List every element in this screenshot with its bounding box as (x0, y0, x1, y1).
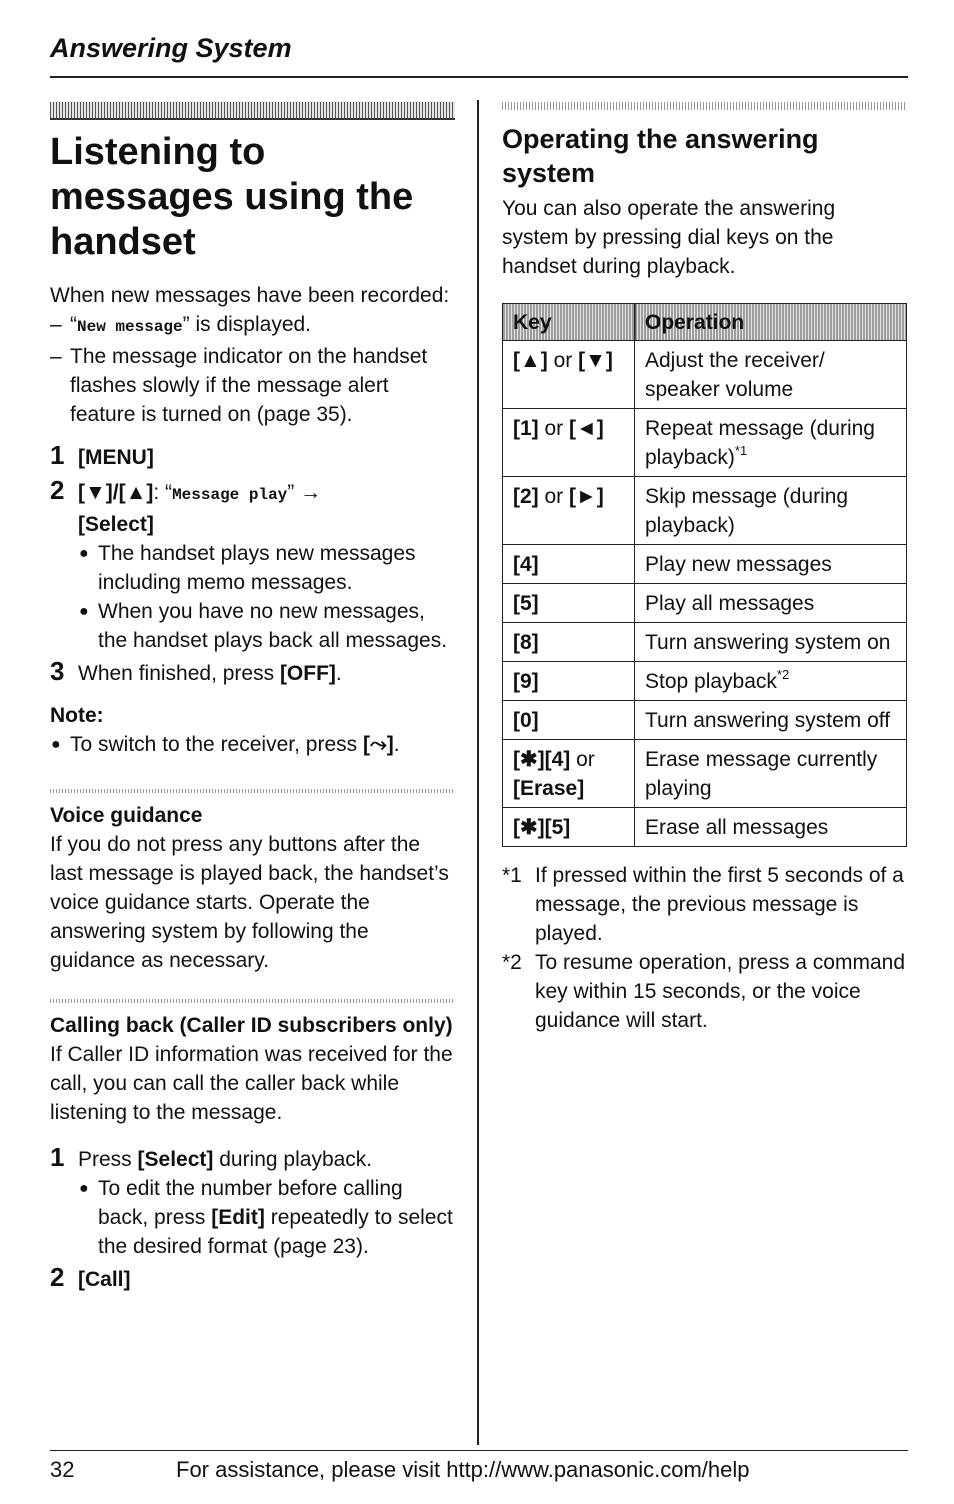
select-key: [Select] (78, 513, 154, 536)
key-label: [2] (513, 485, 539, 508)
operating-bar (502, 102, 907, 110)
key-label: [9] (513, 670, 539, 693)
key-label: [8] (513, 631, 539, 654)
callback-step-1: 1 Press [Select] during playback. ● To edit the number before calling back, press [Edit] repeatedly to select the desired format (page 23). (50, 1145, 455, 1261)
footnote: *1 If pressed within the first 5 seconds of a message, the previous message is played. (502, 864, 904, 945)
display-text: Message play (172, 486, 288, 504)
operating-intro: You can also operate the answering system by pressing dial keys on the handset during playback. (502, 197, 836, 278)
table-row (503, 701, 907, 740)
key-label: [▼] (578, 349, 613, 372)
call-key: [Call] (78, 1268, 131, 1291)
page-title: Listening to messages using the handset (50, 131, 414, 263)
bullet-item: ● When you have no new messages, the handset plays back all messages. (79, 600, 448, 652)
arrow-keys: [▼]/[▲] (78, 481, 154, 504)
key-label: [5] (513, 592, 539, 615)
help-text: For assistance, please visit http://www.panasonic.com/help (176, 1457, 750, 1482)
off-key: [OFF] (279, 662, 336, 685)
key-cell (503, 662, 635, 701)
table-row (503, 409, 907, 477)
footnotes (502, 861, 907, 1035)
operation-cell: Turn answering system on (635, 623, 907, 662)
footer-rule (50, 1450, 908, 1451)
table-row (503, 808, 907, 847)
table-row (503, 545, 907, 584)
key-label: [►] (569, 485, 604, 508)
callback-step-2: 2 [Call] (50, 1262, 131, 1292)
footnote-ref: *2 (776, 667, 790, 682)
operation-cell: Erase all messages (635, 808, 907, 847)
section-title: Answering System (50, 33, 292, 63)
table-row (503, 740, 907, 808)
key-cell (503, 623, 635, 662)
intro-text: When new messages have been recorded: (50, 284, 450, 307)
key-cell: [▲] or [▼] (503, 341, 635, 409)
table-row (503, 623, 907, 662)
condition-list (50, 310, 455, 429)
operation-cell: Play new messages (635, 545, 907, 584)
footnote: *2 To resume operation, press a command key within 15 seconds, or the voice guidance will start. (502, 951, 906, 1032)
operation-table (502, 303, 907, 847)
bullet-item: ● To edit the number before calling back, press [Edit] repeatedly to select the desired format (page 23). (79, 1177, 453, 1258)
step-1: 1 [MENU] (50, 440, 154, 470)
operating-title: Operating the answering system (502, 124, 819, 188)
key-label: [▲] (513, 349, 548, 372)
voice-body: If you do not press any buttons after the last message is played back, the handset’s voice guidance starts. Operate the answering system by following the guidance as necessary. (50, 833, 449, 972)
page-number: 32 (50, 1457, 75, 1482)
note-heading: Note: (50, 704, 104, 727)
key-cell: [✱][4] or [Erase] (503, 740, 635, 808)
key-cell: [1] or [◄] (503, 409, 635, 477)
menu-key: [MENU] (78, 446, 154, 469)
key-label: [✱][4] (513, 748, 571, 771)
column-divider (477, 100, 479, 1445)
key-label: [1] (513, 417, 539, 440)
key-label: [✱][5] (513, 816, 571, 839)
operation-cell: Erase message currently playing (635, 740, 907, 808)
table-row (503, 477, 907, 545)
header-operation: Operation (635, 304, 907, 341)
edit-key: [Edit] (211, 1206, 265, 1229)
select-key: [Select] (137, 1148, 214, 1171)
title-bar (50, 102, 455, 120)
table-row (503, 662, 907, 701)
condition-item: – The message indicator on the handset flashes slowly if the message alert feature is turned on (page 35). (50, 345, 428, 426)
intro-block (50, 281, 455, 1294)
talk-key: [⤳] (362, 733, 394, 756)
condition-item: – “New message” is displayed. (50, 313, 312, 336)
key-label: [4] (513, 553, 539, 576)
operation-cell: Turn answering system off (635, 701, 907, 740)
right-column (502, 102, 907, 1035)
key-cell (503, 545, 635, 584)
key-label: [0] (513, 709, 539, 732)
callback-divider (50, 999, 455, 1003)
table-row (503, 584, 907, 623)
key-label: [Erase] (513, 777, 585, 800)
operation-cell: Skip message (during playback) (635, 477, 907, 545)
table-row (503, 341, 907, 409)
note-list (50, 730, 455, 759)
bullet-item: ● The handset plays new messages including memo messages. (79, 542, 416, 594)
voice-heading: Voice guidance (50, 804, 203, 827)
step-2: 2 [▼]/[▲]: “Message play” → [Select] ● The handset plays new messages including memo messages. ● When you have no new messages, the handset plays back all messages. (50, 478, 455, 655)
header-rule (50, 76, 908, 78)
step-2-bullets (78, 539, 455, 655)
voice-divider (50, 789, 455, 793)
table-header-row (503, 304, 907, 341)
header-key: Key (503, 304, 635, 341)
step-3: 3 When finished, press [OFF]. (50, 656, 342, 686)
operation-cell: Repeat message (during playback)$^{*1}$ (635, 409, 907, 477)
operation-cell: Adjust the receiver/ speaker volume (635, 341, 907, 409)
key-label: [◄] (569, 417, 604, 440)
operation-cell: Stop playback$^{*2}$ (635, 662, 907, 701)
callback-bullets (78, 1174, 455, 1261)
operation-cell: Play all messages (635, 584, 907, 623)
key-cell (503, 701, 635, 740)
key-cell: [2] or [►] (503, 477, 635, 545)
callback-body: If Caller ID information was received for the call, you can call the caller back while listening to the message. (50, 1043, 453, 1124)
key-cell (503, 808, 635, 847)
left-column (50, 102, 455, 1294)
display-text: New message (77, 318, 183, 336)
callback-heading: Calling back (Caller ID subscribers only) (50, 1014, 453, 1037)
footnote-ref: *1 (734, 443, 748, 458)
note-item: ● To switch to the receiver, press [⤳]. (51, 733, 400, 756)
table-body (503, 341, 907, 847)
key-cell (503, 584, 635, 623)
